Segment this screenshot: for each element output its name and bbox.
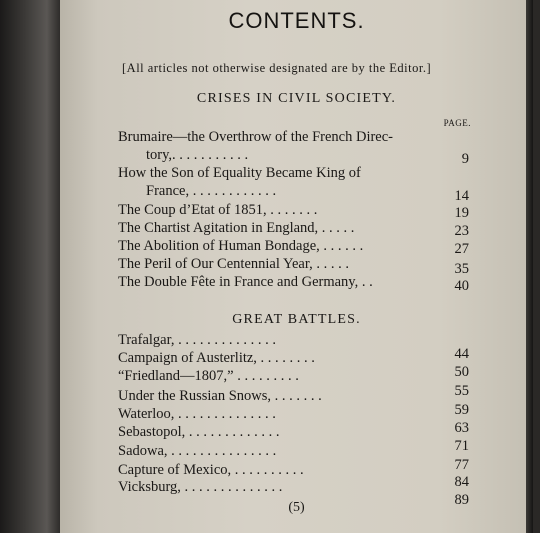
editor-note: [All articles not otherwise designated are by the Editor.] [122,61,432,75]
book-page [60,0,533,533]
toc-page-number: 9 [461,151,469,167]
toc-entry-line: The Coup d’Etat of 1851, . . . . . . . [118,202,318,218]
toc-page-number: 14 [454,188,469,204]
page-edge [526,0,533,533]
toc-page-number: 23 [454,223,469,239]
toc-page-number: 55 [454,383,469,399]
toc-page-number: 63 [454,420,469,436]
toc-page-number: 27 [454,241,469,257]
toc-page-number: 59 [454,402,469,418]
toc-page-number: 71 [454,438,469,454]
toc-entry-line: Waterloo, . . . . . . . . . . . . . . [118,406,276,422]
toc-entry-line: Sadowa, . . . . . . . . . . . . . . . [118,443,277,459]
contents-heading: CONTENTS. [228,8,365,33]
toc-entry-line: The Double Fête in France and Germany, . . [118,274,373,290]
toc-entry-line: Trafalgar, . . . . . . . . . . . . . . [118,332,276,348]
section-title-battles: GREAT BATTLES. [232,312,361,327]
toc-entry-line: Under the Russian Snows, . . . . . . . [118,388,322,404]
toc-entry-line: The Chartist Agitation in England, . . . . . [118,220,355,236]
toc-page-number: 44 [454,346,469,362]
toc-entry-line: Sebastopol, . . . . . . . . . . . . . [118,424,280,440]
toc-page-number: 19 [454,205,469,221]
book-binding [0,0,60,533]
toc-entry-continuation: tory,. . . . . . . . . . . [146,147,249,163]
toc-entry-line: The Peril of Our Centennial Year, . . . . . [118,256,349,272]
page-column-label: PAGE. [443,118,471,128]
folio-page-number: (5) [288,500,305,515]
toc-entry-line: Vicksburg, . . . . . . . . . . . . . . [118,479,283,495]
toc-entry-continuation: France, . . . . . . . . . . . . [146,183,277,199]
toc-page-number: 35 [454,261,469,277]
toc-page-number: 40 [454,278,469,294]
toc-page-number: 84 [454,474,469,490]
toc-entry-line: Capture of Mexico, . . . . . . . . . . [118,462,304,478]
toc-page-number: 50 [454,364,469,380]
section-title-crises: CRISES IN CIVIL SOCIETY. [196,91,397,106]
toc-entry-line: How the Son of Equality Became King of [118,165,361,181]
toc-entry-line: Brumaire—the Overthrow of the French Direc- [118,129,393,145]
toc-page-number: 77 [454,457,469,473]
toc-entry-line: Campaign of Austerlitz, . . . . . . . . [118,350,315,366]
toc-entry-line: The Abolition of Human Bondage, . . . . . . [118,238,364,254]
toc-entry-line: “Friedland—1807,” . . . . . . . . . [118,368,299,384]
toc-page-number: 89 [454,492,469,508]
